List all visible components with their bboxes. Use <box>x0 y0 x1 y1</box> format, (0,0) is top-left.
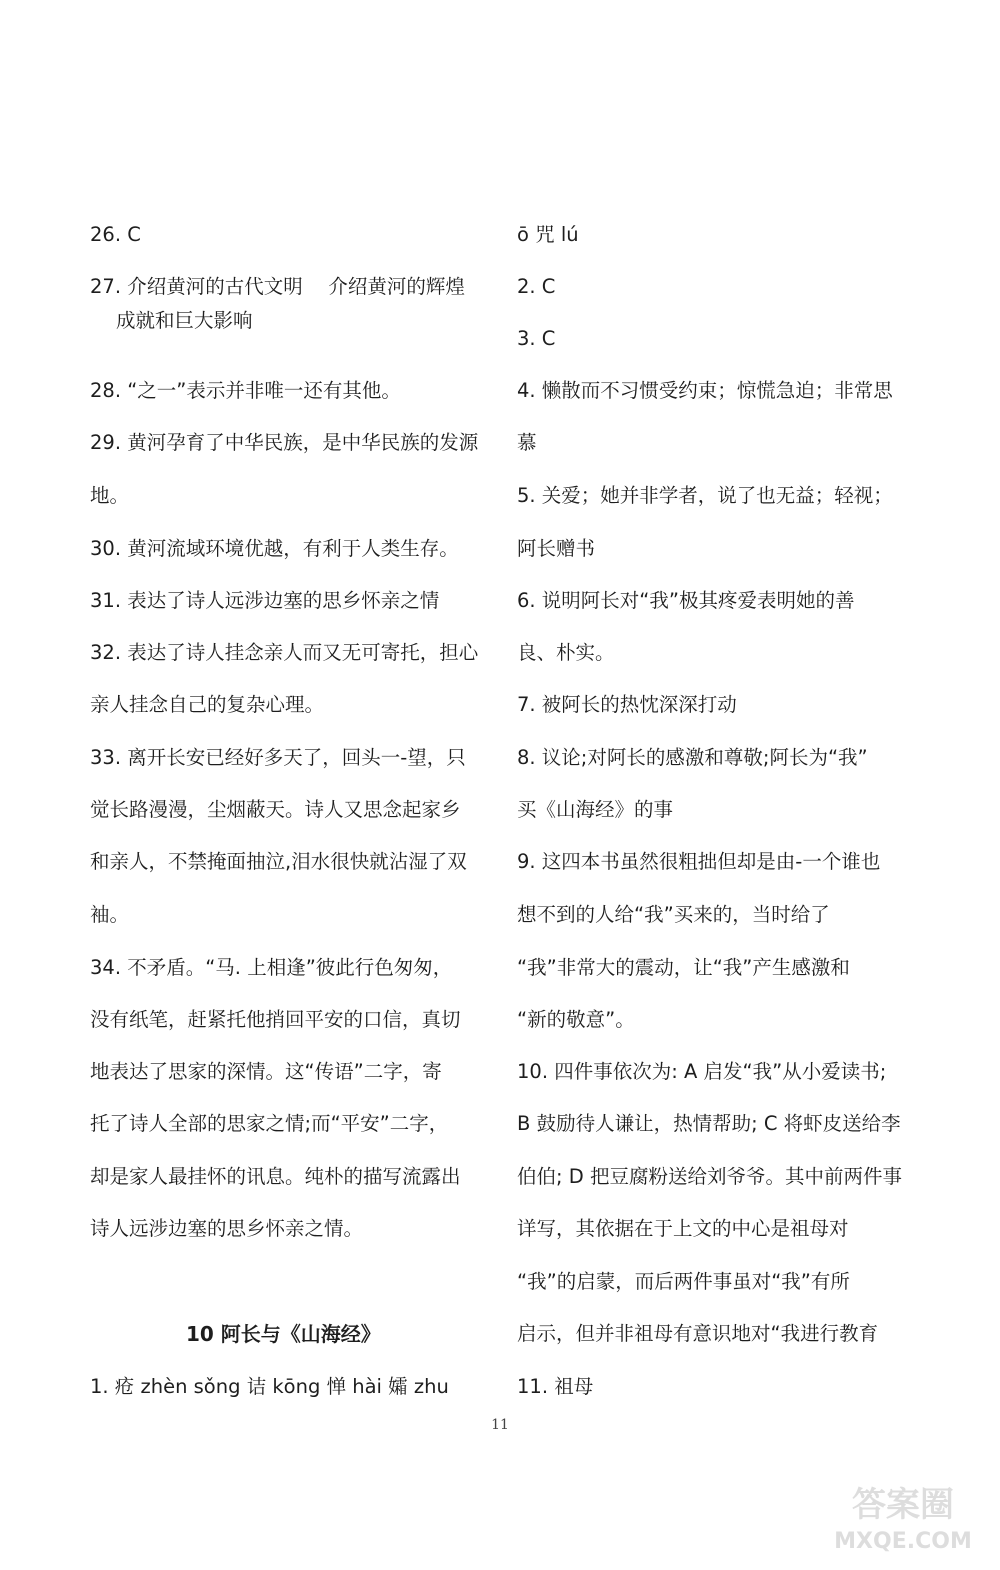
answer-line: 5. 关爱；她并非学者，说了也无益；轻视； <box>517 484 893 507</box>
watermark-url: MXQE.COM <box>834 1529 972 1554</box>
answer-line: 想不到的人给“我”买来的，当时给了 <box>517 903 830 926</box>
answer-line: 袖。 <box>90 903 130 926</box>
watermark-logo <box>828 1478 978 1558</box>
answer-line: 觉长路漫漫，尘烟蔽天。诗人又思念起家乡 <box>90 798 461 821</box>
answer-line: 30. 黄河流域环境优越，有利于人类生存。 <box>90 537 459 560</box>
answer-line: 1. 疮 zhèn sǒng 诘 kōng 惮 hài 孀 zhu <box>90 1375 449 1398</box>
answer-line: 8. 议论;对阿长的感激和尊敬;阿长为“我” <box>517 746 868 769</box>
answer-line: 详写，其依据在于上文的中心是祖母对 <box>517 1217 849 1240</box>
answer-line: 2. C <box>517 275 556 298</box>
answer-line: 托了诗人全部的思家之情;而“平安”二字， <box>90 1112 449 1135</box>
answer-line: 33. 离开长安已经好多天了，回头一-望，只 <box>90 746 466 769</box>
answer-line: 地。 <box>90 484 130 507</box>
answer-line: 却是家人最挂怀的讯息。纯朴的描写流露出 <box>90 1165 461 1188</box>
answer-line: ō 咒 lú <box>517 223 579 246</box>
answer-line: 9. 这四本书虽然很粗拙但却是由-一个谁也 <box>517 850 881 873</box>
answer-line: “我”非常大的震动，让“我”产生感激和 <box>517 956 850 979</box>
answer-line: 4. 懒散而不习惯受约束；惊慌急迫；非常思 <box>517 379 893 402</box>
answer-line: 11. 祖母 <box>517 1375 594 1398</box>
answer-line: 阿长赠书 <box>517 537 596 560</box>
answer-line: 地表达了思家的深情。这“传语”二字，寄 <box>90 1060 442 1083</box>
answer-line: 启示，但并非祖母有意识地对“我进行教育 <box>517 1322 879 1345</box>
answer-line: 买《山海经》的事 <box>517 798 674 821</box>
answer-line: 良、朴实。 <box>517 641 615 664</box>
answer-line: 没有纸笔，赶紧托他捎回平安的口信，真切 <box>90 1008 461 1031</box>
answer-line: 7. 被阿长的热忱深深打动 <box>517 693 737 716</box>
answer-line: “我”的启蒙，而后两件事虽对“我”有所 <box>517 1270 850 1293</box>
answer-line: 10. 四件事依次为: A 启发“我”从小爱读书; <box>517 1060 887 1083</box>
answer-line: 26. C <box>90 223 141 246</box>
answer-line: 31. 表达了诗人远涉边塞的思乡怀亲之情 <box>90 589 440 612</box>
answer-line: 34. 不矛盾。“马. 上相逢”彼此行色匆匆， <box>90 956 453 979</box>
answer-line: 成就和巨大影响 <box>116 309 253 332</box>
answer-line: 诗人远涉边塞的思乡怀亲之情。 <box>90 1217 364 1240</box>
answer-line: 3. C <box>517 327 556 350</box>
answer-line: 32. 表达了诗人挂念亲人而又无可寄托，担心 <box>90 641 479 664</box>
answer-line: 6. 说明阿长对“我”极其疼爱表明她的善 <box>517 589 855 612</box>
watermark-text: 答案圈 <box>852 1485 954 1525</box>
answer-line: 27. 介绍黄河的古代文明 介绍黄河的辉煌 <box>90 275 465 298</box>
answer-line: 亲人挂念自己的复杂心理。 <box>90 693 325 716</box>
section-heading: 10 阿长与《山海经》 <box>186 1322 381 1346</box>
answer-line: B 鼓励待人谦让，热情帮助; C 将虾皮送给李 <box>517 1112 901 1135</box>
answer-line: 伯伯; D 把豆腐粉送给刘爷爷。其中前两件事 <box>517 1165 902 1188</box>
answer-line: 慕 <box>517 431 537 454</box>
answer-line: 29. 黄河孕育了中华民族，是中华民族的发源 <box>90 431 479 454</box>
answer-line: 和亲人，不禁掩面抽泣,泪水很快就沾湿了双 <box>90 850 467 873</box>
page-number: 11 <box>491 1417 509 1433</box>
answer-line: 28. “之一”表示并非唯一还有其他。 <box>90 379 401 402</box>
answer-line: “新的敬意”。 <box>517 1008 635 1031</box>
